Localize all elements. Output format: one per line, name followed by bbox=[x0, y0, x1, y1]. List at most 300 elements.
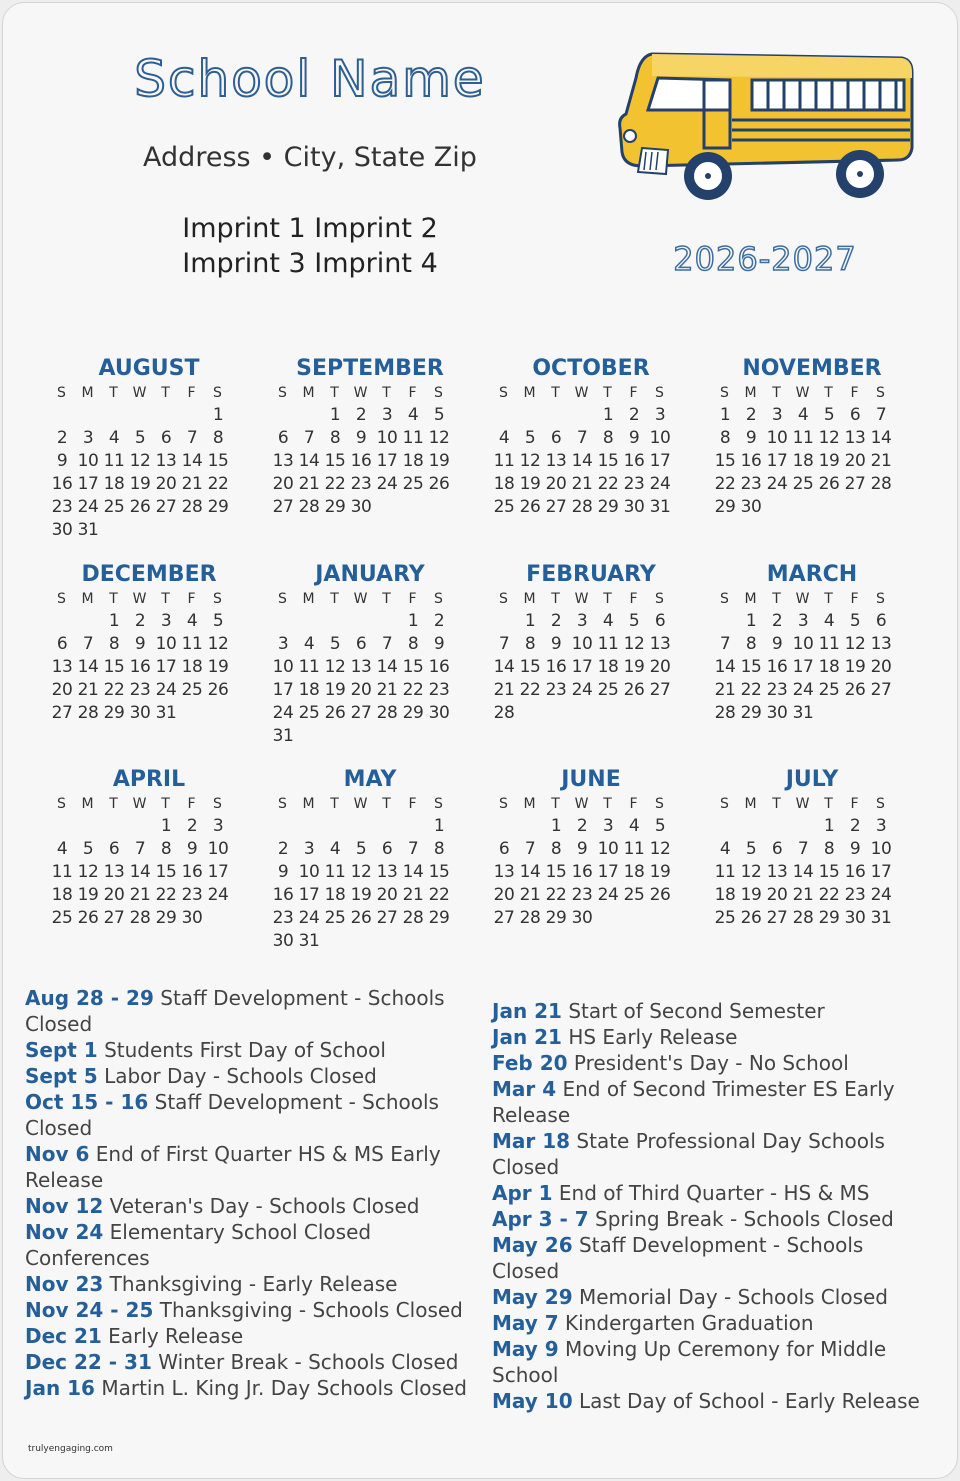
event-item bbox=[492, 1206, 932, 1232]
weekday-header: W bbox=[132, 591, 148, 607]
calendar-day: 2 bbox=[550, 611, 562, 631]
weekday-header: M bbox=[744, 591, 758, 607]
calendar-day: 24 bbox=[649, 474, 671, 494]
calendar-day: 10 bbox=[766, 428, 788, 448]
calendar-day: 12 bbox=[818, 428, 840, 448]
calendar-day: 29 bbox=[740, 703, 762, 723]
weekday-header: M bbox=[523, 591, 537, 607]
month-name: SEPTEMBER bbox=[296, 356, 444, 381]
calendar-day: 2 bbox=[186, 816, 198, 836]
weekday-header: F bbox=[629, 796, 639, 812]
calendar-day: 8 bbox=[212, 428, 224, 448]
event-date: May 7 bbox=[492, 1311, 559, 1335]
month-name: DECEMBER bbox=[81, 562, 217, 587]
calendar-day: 5 bbox=[212, 611, 224, 631]
calendar-day: 23 bbox=[571, 885, 593, 905]
blank-day bbox=[491, 815, 517, 838]
calendar-day: 19 bbox=[740, 885, 762, 905]
calendar-day: 9 bbox=[576, 839, 588, 859]
month-february bbox=[491, 562, 691, 725]
calendar-day: 22 bbox=[597, 474, 619, 494]
calendar-day: 4 bbox=[56, 839, 68, 859]
month-may bbox=[270, 767, 470, 953]
calendar-day: 8 bbox=[719, 428, 731, 448]
event-text: Kindergarten Graduation bbox=[558, 1311, 814, 1335]
calendar-day: 15 bbox=[155, 862, 177, 882]
calendar-day: 11 bbox=[792, 428, 814, 448]
calendar-day: 18 bbox=[597, 657, 619, 677]
calendar-day: 21 bbox=[571, 474, 593, 494]
weekday-header: T bbox=[824, 591, 834, 607]
calendar-day: 24 bbox=[207, 885, 229, 905]
calendar-day: 16 bbox=[766, 657, 788, 677]
weekday-header: S bbox=[57, 796, 67, 812]
calendar-day: 4 bbox=[498, 428, 510, 448]
calendar-day: 23 bbox=[545, 680, 567, 700]
calendar-day: 15 bbox=[103, 657, 125, 677]
imprint-line-1: Imprint 1 Imprint 2 bbox=[182, 213, 438, 244]
weekday-header: W bbox=[795, 591, 811, 607]
event-text: Moving Up Ceremony for Middle School bbox=[492, 1337, 887, 1387]
calendar-day: 22 bbox=[714, 474, 736, 494]
event-date: Mar 18 bbox=[492, 1129, 571, 1153]
event-text: Labor Day - Schools Closed bbox=[97, 1064, 377, 1088]
calendar-day: 6 bbox=[381, 839, 393, 859]
calendar-day: 28 bbox=[714, 703, 736, 723]
calendar-day: 16 bbox=[740, 451, 762, 471]
calendar-day: 29 bbox=[428, 908, 450, 928]
event-date: Oct 15 - 16 bbox=[25, 1090, 149, 1114]
calendar-day: 20 bbox=[51, 680, 73, 700]
event-text: Winter Break - Schools Closed bbox=[151, 1350, 459, 1374]
event-date: May 26 bbox=[492, 1233, 573, 1257]
calendar-day: 11 bbox=[103, 451, 125, 471]
calendar-day: 6 bbox=[550, 428, 562, 448]
calendar-day: 19 bbox=[324, 680, 346, 700]
calendar-day: 5 bbox=[433, 405, 445, 425]
blank-day bbox=[101, 815, 127, 838]
calendar-day: 13 bbox=[844, 428, 866, 448]
event-item bbox=[25, 1193, 475, 1219]
calendar-day: 18 bbox=[493, 474, 515, 494]
event-item bbox=[492, 1180, 932, 1206]
calendar-day: 22 bbox=[155, 885, 177, 905]
imprint-line-2: Imprint 3 Imprint 4 bbox=[182, 248, 438, 279]
calendar-day: 4 bbox=[329, 839, 341, 859]
calendar-day: 26 bbox=[519, 497, 541, 517]
weekday-header: S bbox=[655, 796, 665, 812]
event-date: Nov 23 bbox=[25, 1272, 104, 1296]
calendar-day: 28 bbox=[402, 908, 424, 928]
calendar-day: 13 bbox=[545, 451, 567, 471]
calendar-day: 21 bbox=[714, 680, 736, 700]
calendar-day: 27 bbox=[649, 680, 671, 700]
calendar-day: 16 bbox=[428, 657, 450, 677]
calendar-day: 6 bbox=[277, 428, 289, 448]
calendar-day: 8 bbox=[745, 634, 757, 654]
calendar-day: 1 bbox=[745, 611, 757, 631]
calendar-day: 2 bbox=[277, 839, 289, 859]
event-item bbox=[25, 1037, 475, 1063]
calendar-day: 27 bbox=[766, 908, 788, 928]
event-text: HS Early Release bbox=[561, 1025, 738, 1049]
event-text: End of Second Trimester ES Early Release bbox=[492, 1077, 895, 1127]
weekday-header: S bbox=[720, 796, 730, 812]
calendar-day: 11 bbox=[324, 862, 346, 882]
weekday-header: T bbox=[551, 591, 561, 607]
event-date: Jan 16 bbox=[25, 1376, 95, 1400]
calendar-day: 7 bbox=[576, 428, 588, 448]
calendar-day: 20 bbox=[844, 451, 866, 471]
month-name: MAY bbox=[343, 767, 397, 792]
calendar-day: 1 bbox=[108, 611, 120, 631]
event-item bbox=[25, 1271, 475, 1297]
calendar-day: 17 bbox=[155, 657, 177, 677]
calendar-day: 23 bbox=[51, 497, 73, 517]
calendar-day: 6 bbox=[160, 428, 172, 448]
blank-day bbox=[517, 404, 543, 427]
calendar-day: 10 bbox=[792, 634, 814, 654]
month-april bbox=[49, 767, 249, 930]
calendar-day: 25 bbox=[181, 680, 203, 700]
weekday-header: S bbox=[213, 796, 223, 812]
weekday-header: F bbox=[408, 796, 418, 812]
calendar-day: 29 bbox=[324, 497, 346, 517]
calendar-day: 27 bbox=[493, 908, 515, 928]
calendar-day: 6 bbox=[108, 839, 120, 859]
calendar-day: 10 bbox=[77, 451, 99, 471]
event-date: May 29 bbox=[492, 1285, 573, 1309]
month-name: FEBRUARY bbox=[526, 562, 656, 587]
calendar-day: 24 bbox=[298, 908, 320, 928]
calendar-day: 7 bbox=[875, 405, 887, 425]
calendar-day: 1 bbox=[212, 405, 224, 425]
calendar-day: 15 bbox=[597, 451, 619, 471]
calendar-day: 21 bbox=[376, 680, 398, 700]
calendar-day: 15 bbox=[207, 451, 229, 471]
calendar-day: 26 bbox=[207, 680, 229, 700]
calendar-day: 11 bbox=[714, 862, 736, 882]
calendar-day: 13 bbox=[51, 657, 73, 677]
blank-day bbox=[153, 404, 179, 427]
calendar-day: 25 bbox=[818, 680, 840, 700]
calendar-day: 12 bbox=[740, 862, 762, 882]
calendar-day: 25 bbox=[597, 680, 619, 700]
calendar-day: 12 bbox=[649, 839, 671, 859]
blank-day bbox=[491, 404, 517, 427]
calendar-day: 4 bbox=[602, 611, 614, 631]
calendar-day: 7 bbox=[797, 839, 809, 859]
calendar-day: 17 bbox=[207, 862, 229, 882]
weekday-header: T bbox=[824, 796, 834, 812]
calendar-day: 23 bbox=[181, 885, 203, 905]
calendar-day: 21 bbox=[870, 451, 892, 471]
calendar-day: 7 bbox=[381, 634, 393, 654]
weekday-header: F bbox=[850, 591, 860, 607]
weekday-header: S bbox=[57, 591, 67, 607]
calendar-day: 8 bbox=[108, 634, 120, 654]
weekday-header: F bbox=[187, 385, 197, 401]
calendar-day: 30 bbox=[623, 497, 645, 517]
event-date: Jan 21 bbox=[492, 1025, 562, 1049]
event-item bbox=[492, 1128, 932, 1180]
weekday-header: S bbox=[434, 796, 444, 812]
calendar-day: 7 bbox=[82, 634, 94, 654]
calendar-day: 13 bbox=[103, 862, 125, 882]
calendar-day: 31 bbox=[792, 703, 814, 723]
calendar-day: 19 bbox=[129, 474, 151, 494]
event-text: Veteran's Day - Schools Closed bbox=[103, 1194, 420, 1218]
month-march bbox=[712, 562, 912, 725]
weekday-header: W bbox=[353, 385, 369, 401]
calendar-day: 16 bbox=[272, 885, 294, 905]
calendar-day: 2 bbox=[433, 611, 445, 631]
calendar-day: 27 bbox=[350, 703, 372, 723]
calendar-day: 26 bbox=[818, 474, 840, 494]
calendar-day: 23 bbox=[272, 908, 294, 928]
weekday-header: M bbox=[81, 796, 95, 812]
calendar-day: 22 bbox=[740, 680, 762, 700]
calendar-day: 9 bbox=[433, 634, 445, 654]
blank-day bbox=[738, 815, 764, 838]
calendar-day: 12 bbox=[428, 428, 450, 448]
calendar-day: 24 bbox=[870, 885, 892, 905]
event-item bbox=[25, 1349, 475, 1375]
calendar-day: 28 bbox=[519, 908, 541, 928]
blank-day bbox=[270, 404, 296, 427]
calendar-day: 14 bbox=[519, 862, 541, 882]
calendar-day: 11 bbox=[818, 634, 840, 654]
events-list-left bbox=[25, 985, 475, 1401]
calendar-day: 29 bbox=[207, 497, 229, 517]
weekday-header: T bbox=[603, 591, 613, 607]
weekday-header: S bbox=[278, 385, 288, 401]
calendar-day: 18 bbox=[792, 451, 814, 471]
calendar-day: 3 bbox=[771, 405, 783, 425]
calendar-day: 18 bbox=[103, 474, 125, 494]
calendar-day: 4 bbox=[823, 611, 835, 631]
calendar-day: 24 bbox=[376, 474, 398, 494]
calendar-day: 18 bbox=[714, 885, 736, 905]
blank-day bbox=[75, 610, 101, 633]
calendar-day: 20 bbox=[870, 657, 892, 677]
footer-credit: trulyengaging.com bbox=[28, 1444, 113, 1454]
calendar-day: 9 bbox=[550, 634, 562, 654]
calendar-day: 23 bbox=[350, 474, 372, 494]
calendar-day: 20 bbox=[493, 885, 515, 905]
calendar-day: 14 bbox=[870, 428, 892, 448]
calendar-day: 31 bbox=[272, 726, 294, 746]
calendar-day: 4 bbox=[186, 611, 198, 631]
calendar-day: 26 bbox=[740, 908, 762, 928]
calendar-day: 13 bbox=[376, 862, 398, 882]
calendar-day: 23 bbox=[623, 474, 645, 494]
calendar-day: 26 bbox=[844, 680, 866, 700]
blank-day bbox=[712, 610, 738, 633]
calendar-day: 15 bbox=[428, 862, 450, 882]
calendar-day: 12 bbox=[350, 862, 372, 882]
calendar-day: 7 bbox=[186, 428, 198, 448]
calendar-day: 7 bbox=[719, 634, 731, 654]
month-october bbox=[491, 356, 691, 519]
weekday-header: W bbox=[353, 591, 369, 607]
calendar-day: 11 bbox=[623, 839, 645, 859]
calendar-day: 30 bbox=[428, 703, 450, 723]
calendar-day: 3 bbox=[797, 611, 809, 631]
calendar-day: 24 bbox=[155, 680, 177, 700]
event-date: Nov 24 bbox=[25, 1220, 104, 1244]
calendar-day: 20 bbox=[155, 474, 177, 494]
calendar-day: 11 bbox=[51, 862, 73, 882]
blank-day bbox=[374, 610, 400, 633]
blank-day bbox=[49, 815, 75, 838]
calendar-day: 24 bbox=[77, 497, 99, 517]
month-november bbox=[712, 356, 912, 519]
calendar-day: 27 bbox=[545, 497, 567, 517]
blank-day bbox=[101, 404, 127, 427]
calendar-day: 20 bbox=[350, 680, 372, 700]
weekday-header: S bbox=[876, 591, 886, 607]
calendar-day: 2 bbox=[576, 816, 588, 836]
calendar-day: 8 bbox=[823, 839, 835, 859]
calendar-day: 31 bbox=[649, 497, 671, 517]
weekday-header: W bbox=[574, 385, 590, 401]
event-date: Jan 21 bbox=[492, 999, 562, 1023]
calendar-day: 26 bbox=[77, 908, 99, 928]
calendar-day: 28 bbox=[870, 474, 892, 494]
calendar-day: 29 bbox=[155, 908, 177, 928]
calendar-day: 5 bbox=[628, 611, 640, 631]
weekday-header: T bbox=[382, 796, 392, 812]
weekday-header: W bbox=[795, 385, 811, 401]
calendar-day: 18 bbox=[402, 451, 424, 471]
calendar-day: 1 bbox=[433, 816, 445, 836]
event-item bbox=[25, 1141, 475, 1193]
calendar-day: 19 bbox=[519, 474, 541, 494]
calendar-day: 29 bbox=[714, 497, 736, 517]
calendar-day: 15 bbox=[402, 657, 424, 677]
calendar-day: 9 bbox=[355, 428, 367, 448]
event-text: President's Day - No School bbox=[567, 1051, 849, 1075]
weekday-header: M bbox=[81, 591, 95, 607]
calendar-day: 5 bbox=[82, 839, 94, 859]
weekday-header: T bbox=[330, 796, 340, 812]
event-text: Thanksgiving - Early Release bbox=[103, 1272, 398, 1296]
calendar-day: 16 bbox=[571, 862, 593, 882]
event-item bbox=[25, 985, 475, 1037]
calendar-day: 9 bbox=[849, 839, 861, 859]
weekday-header: T bbox=[603, 385, 613, 401]
blank-day bbox=[322, 610, 348, 633]
calendar-day: 11 bbox=[298, 657, 320, 677]
weekday-header: T bbox=[603, 796, 613, 812]
calendar-day: 21 bbox=[298, 474, 320, 494]
month-name: JANUARY bbox=[315, 562, 425, 587]
calendar-day: 14 bbox=[714, 657, 736, 677]
weekday-header: T bbox=[772, 796, 782, 812]
calendar-day: 20 bbox=[545, 474, 567, 494]
calendar-day: 4 bbox=[628, 816, 640, 836]
event-date: Apr 1 bbox=[492, 1181, 553, 1205]
calendar-day: 8 bbox=[550, 839, 562, 859]
event-text: Staff Development - Schools Closed bbox=[25, 986, 445, 1036]
calendar-day: 4 bbox=[303, 634, 315, 654]
blank-day bbox=[348, 815, 374, 838]
calendar-day: 13 bbox=[155, 451, 177, 471]
weekday-header: S bbox=[499, 591, 509, 607]
blank-day bbox=[491, 610, 517, 633]
calendar-day: 5 bbox=[745, 839, 757, 859]
weekday-header: W bbox=[574, 796, 590, 812]
calendar-day: 13 bbox=[870, 634, 892, 654]
weekday-header: S bbox=[278, 591, 288, 607]
weekday-header: M bbox=[744, 385, 758, 401]
calendar-day: 25 bbox=[714, 908, 736, 928]
calendar-day: 25 bbox=[792, 474, 814, 494]
calendar-day: 10 bbox=[571, 634, 593, 654]
weekday-header: S bbox=[499, 385, 509, 401]
calendar-day: 30 bbox=[129, 703, 151, 723]
weekday-header: S bbox=[720, 385, 730, 401]
calendar-day: 28 bbox=[493, 703, 515, 723]
event-date: May 9 bbox=[492, 1337, 559, 1361]
calendar-day: 20 bbox=[103, 885, 125, 905]
calendar-day: 5 bbox=[524, 428, 536, 448]
calendar-day: 12 bbox=[623, 634, 645, 654]
weekday-header: W bbox=[795, 796, 811, 812]
calendar-day: 30 bbox=[571, 908, 593, 928]
calendar-day: 19 bbox=[207, 657, 229, 677]
calendar-day: 10 bbox=[597, 839, 619, 859]
calendar-day: 22 bbox=[519, 680, 541, 700]
calendar-day: 1 bbox=[550, 816, 562, 836]
calendar-day: 14 bbox=[376, 657, 398, 677]
calendar-day: 22 bbox=[103, 680, 125, 700]
weekday-header: T bbox=[161, 385, 171, 401]
weekday-header: M bbox=[81, 385, 95, 401]
event-text: Staff Development - Schools Closed bbox=[25, 1090, 439, 1140]
event-item bbox=[492, 1232, 932, 1284]
weekday-header: F bbox=[629, 385, 639, 401]
event-date: Dec 21 bbox=[25, 1324, 102, 1348]
weekday-header: M bbox=[744, 796, 758, 812]
event-item bbox=[25, 1375, 475, 1401]
calendar-day: 16 bbox=[350, 451, 372, 471]
event-item bbox=[492, 1284, 932, 1310]
weekday-header: M bbox=[302, 796, 316, 812]
calendar-day: 19 bbox=[350, 885, 372, 905]
month-name: AUGUST bbox=[98, 356, 200, 381]
calendar-day: 31 bbox=[155, 703, 177, 723]
calendar-day: 10 bbox=[155, 634, 177, 654]
weekday-header: W bbox=[574, 591, 590, 607]
weekday-header: S bbox=[434, 385, 444, 401]
calendar-day: 23 bbox=[129, 680, 151, 700]
calendar-day: 27 bbox=[155, 497, 177, 517]
calendar-day: 1 bbox=[329, 405, 341, 425]
event-text: Start of Second Semester bbox=[561, 999, 825, 1023]
blank-day bbox=[296, 815, 322, 838]
calendar-day: 26 bbox=[649, 885, 671, 905]
blank-day bbox=[49, 404, 75, 427]
month-name: MARCH bbox=[766, 562, 858, 587]
calendar-day: 12 bbox=[207, 634, 229, 654]
event-item bbox=[492, 1076, 932, 1128]
calendar-day: 16 bbox=[844, 862, 866, 882]
event-text: End of First Quarter HS & MS Early Release bbox=[25, 1142, 441, 1192]
calendar-day: 20 bbox=[649, 657, 671, 677]
calendar-day: 19 bbox=[623, 657, 645, 677]
